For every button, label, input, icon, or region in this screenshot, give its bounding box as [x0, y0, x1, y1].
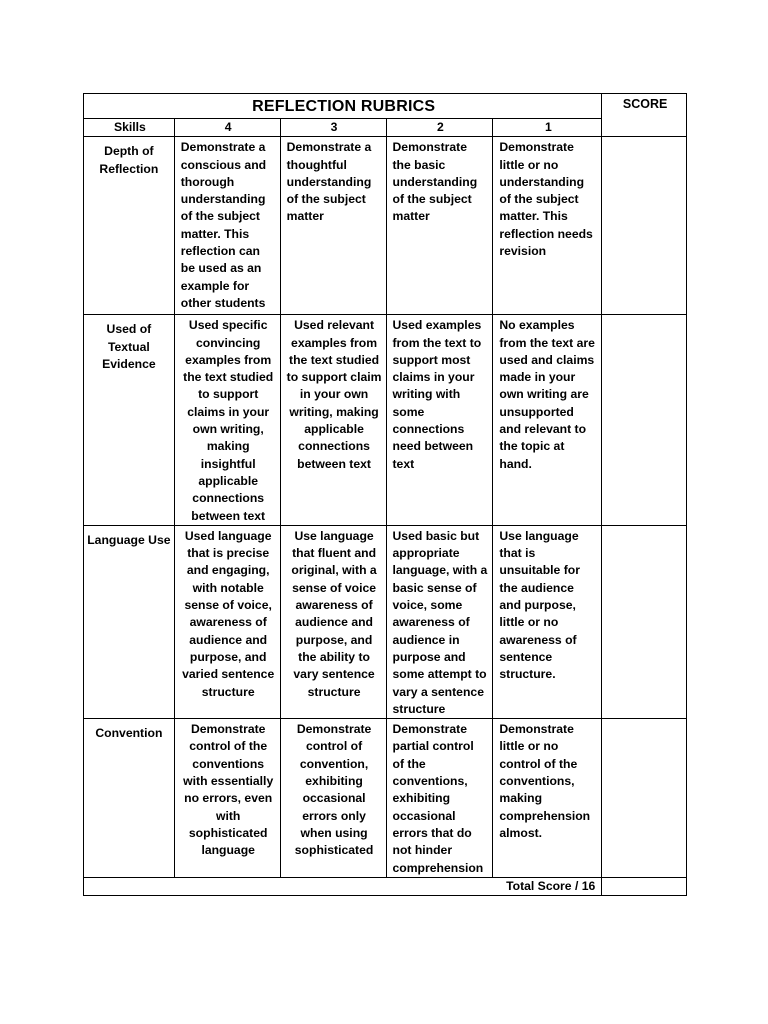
skill-convention: Convention	[84, 719, 175, 878]
header-level-1: 1	[493, 119, 602, 137]
total-row	[84, 877, 687, 895]
skill-language-use: Language Use	[84, 525, 175, 718]
criterion-cell: No examples from the text are used and claims made in your own writing are unsupported and relevant to the topic at hand.	[493, 315, 602, 526]
criterion-cell: Use language that is unsuitable for the audience and purpose, little or no awareness of sentence structure.	[493, 525, 602, 718]
header-level-3: 3	[280, 119, 386, 137]
title-row	[84, 94, 687, 119]
criterion-cell: Used basic but appropriate language, with a basic sense of voice, some awareness of audience in purpose and some attempt to vary a sentence structure	[386, 525, 493, 718]
score-header: SCORE	[602, 94, 687, 137]
header-skills: Skills	[84, 119, 175, 137]
rubric-row-depth-of-reflection	[84, 137, 687, 315]
criterion-cell: Demonstrate little or no understanding of the subject matter. This reflection needs revision	[493, 137, 602, 315]
criterion-cell: Demonstrate a conscious and thorough understanding of the subject matter. This reflection can be used as an example for other students	[174, 137, 280, 315]
skill-depth-of-reflection: Depth of Reflection	[84, 137, 175, 315]
score-cell[interactable]	[602, 315, 687, 526]
header-level-2: 2	[386, 119, 493, 137]
reflection-rubric-table	[83, 93, 687, 896]
rubric-title: REFLECTION RUBRICS	[84, 94, 602, 119]
criterion-cell: Demonstrate little or no control of the conventions, making comprehension almost.	[493, 719, 602, 878]
criterion-cell: Used specific convincing examples from the text studied to support claims in your own writing, making insightful applicable connections between text	[174, 315, 280, 526]
criterion-cell: Demonstrate a thoughtful understanding of the subject matter	[280, 137, 386, 315]
skill-textual-evidence: Used of Textual Evidence	[84, 315, 175, 526]
criterion-cell: Use language that fluent and original, with a sense of voice awareness of audience and purpose, and the ability to vary sentence structure	[280, 525, 386, 718]
rubric-row-convention	[84, 719, 687, 878]
criterion-cell: Used language that is precise and engaging, with notable sense of voice, awareness of audience and purpose, and varied sentence structure	[174, 525, 280, 718]
total-score-cell[interactable]	[602, 877, 687, 895]
score-cell[interactable]	[602, 525, 687, 718]
criterion-cell: Demonstrate the basic understanding of the subject matter	[386, 137, 493, 315]
score-cell[interactable]	[602, 719, 687, 878]
criterion-cell: Demonstrate control of convention, exhibiting occasional errors only when using sophisticated	[280, 719, 386, 878]
score-cell[interactable]	[602, 137, 687, 315]
criterion-cell: Used relevant examples from the text studied to support claim in your own writing, making applicable connections between text	[280, 315, 386, 526]
criterion-cell: Demonstrate partial control of the conventions, exhibiting occasional errors that do not hinder comprehension	[386, 719, 493, 878]
header-level-4: 4	[174, 119, 280, 137]
header-row	[84, 119, 687, 137]
rubric-row-textual-evidence	[84, 315, 687, 526]
criterion-cell: Demonstrate control of the conventions with essentially no errors, even with sophisticated language	[174, 719, 280, 878]
total-score-label: Total Score / 16	[84, 877, 602, 895]
rubric-row-language-use	[84, 525, 687, 718]
criterion-cell: Used examples from the text to support most claims in your writing with some connections need between text	[386, 315, 493, 526]
